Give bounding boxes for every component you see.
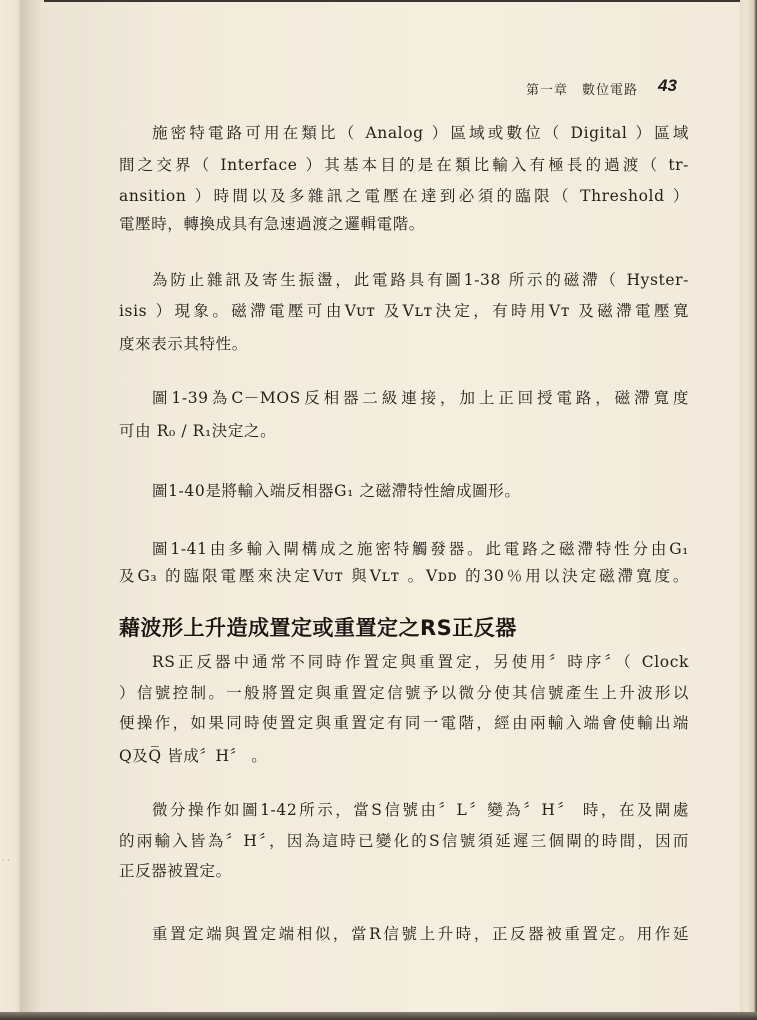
section-heading: 藉波形上升造成置定或重置定之RS正反器 bbox=[119, 616, 517, 640]
section-paragraph-1-line-2: ）信號控制。一般將置定與重置定信號予以微分使其信號產生上升波形以 bbox=[119, 684, 689, 702]
section-paragraph-2-line-3: 正反器被置定。 bbox=[119, 862, 232, 880]
paragraph-1-line-2: 間之交界（ Interface ）其基本目的是在類比輸入有極長的過渡（ tr- bbox=[119, 156, 689, 174]
paragraph-4-line-1: 圖1-40是將輸入端反相器G₁ 之磁滯特性繪成圖形。 bbox=[152, 482, 521, 500]
section-paragraph-1-line-4: Q及Q̅ 皆成〞H〞 。 bbox=[119, 747, 268, 765]
paragraph-2-line-3: 度來表示其特性。 bbox=[119, 335, 248, 353]
page-number: 43 bbox=[658, 76, 677, 95]
running-head-chapter: 第一章 數位電路 bbox=[526, 83, 639, 98]
paragraph-3-line-2: 可由 R₀ / R₁決定之。 bbox=[119, 422, 277, 440]
scan-bottom-edge bbox=[0, 1012, 757, 1020]
paragraph-1-line-1: 施密特電路可用在類比（ Analog ）區域或數位（ Digital ）區域 bbox=[152, 124, 689, 142]
section-paragraph-3-line-1: 重置定端與置定端相似，當R信號上升時，正反器被重置定。用作延 bbox=[152, 925, 689, 943]
section-paragraph-1-line-1: RS正反器中通常不同時作置定與重置定，另使用〞時序〞（ Clock bbox=[152, 653, 689, 671]
paragraph-2-line-1: 為防止雜訊及寄生振盪，此電路具有圖1-38 所示的磁滯（ Hyster- bbox=[152, 271, 689, 289]
section-paragraph-1-line-3: 便操作，如果同時使置定與重置定有同一電階，經由兩輸入端會使輸出端 bbox=[119, 714, 689, 732]
margin-mark: · · bbox=[2, 856, 10, 865]
paragraph-1-line-4: 電壓時，轉換成具有急速過渡之邏輯電階。 bbox=[119, 215, 425, 233]
paragraph-5-line-1: 圖1-41由多輸入閘構成之施密特觸發器。此電路之磁滯特性分由G₁ bbox=[152, 540, 689, 558]
paragraph-1-line-3: ansition ）時間以及多雜訊之電壓在達到必須的臨限（ Threshold ） bbox=[119, 187, 689, 205]
section-paragraph-2-line-1: 微分操作如圖1-42所示，當S信號由〞L〞變為〞H〞 時，在及閘處 bbox=[152, 801, 689, 819]
paragraph-3-line-1: 圖1-39為C－MOS反相器二級連接，加上正回授電路，磁滯寬度 bbox=[152, 389, 689, 407]
paragraph-5-line-2: 及G₃ 的臨限電壓來決定Vᴜᴛ 與Vʟᴛ 。Vᴅᴅ 的30％用以決定磁滯寬度。 bbox=[119, 567, 689, 585]
page-stack-edge bbox=[740, 0, 757, 1016]
section-paragraph-2-line-2: 的兩輸入皆為〞H〞，因為這時已變化的S信號須延遲三個閘的時間，因而 bbox=[119, 832, 689, 850]
paragraph-2-line-2: isis ）現象。磁滯電壓可由Vᴜᴛ 及Vʟᴛ決定，有時用Vᴛ 及磁滯電壓寬 bbox=[119, 302, 689, 320]
